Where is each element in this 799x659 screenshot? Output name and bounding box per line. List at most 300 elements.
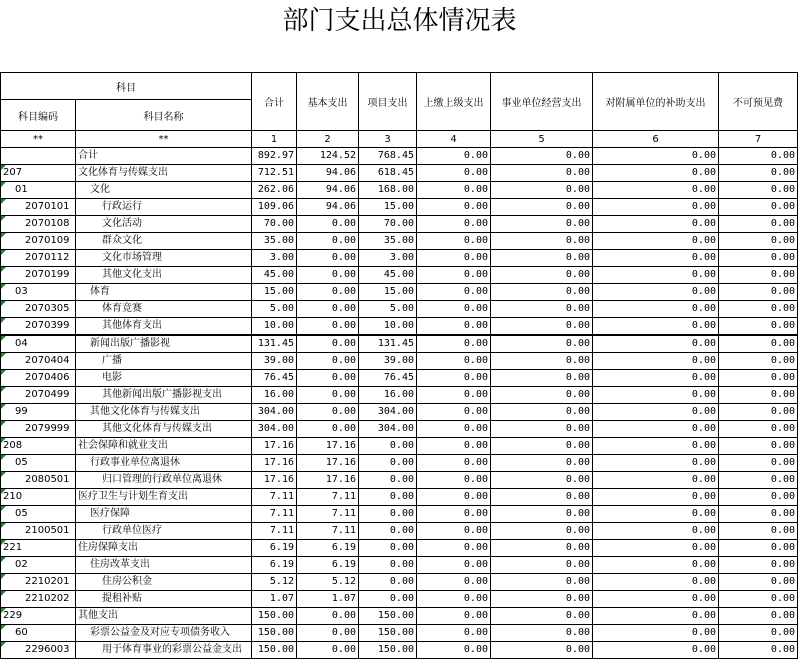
subsidy-value: 0.00 (593, 267, 719, 284)
table-row (1, 557, 798, 574)
table-row (1, 455, 798, 472)
project-value: 10.00 (359, 318, 417, 336)
subject-name: 新闻出版广播影视 (76, 335, 252, 353)
business-value: 0.00 (491, 574, 593, 591)
basic-value: 94.06 (297, 165, 359, 182)
unforeseen-value: 0.00 (719, 148, 798, 165)
subject-code: 2070112 (1, 250, 76, 267)
business-value: 0.00 (491, 233, 593, 250)
table-row (1, 523, 798, 540)
business-value: 0.00 (491, 421, 593, 438)
subject-name: 医疗保障 (76, 506, 252, 523)
subject-code: 2079999 (1, 421, 76, 438)
total-value: 1.07 (252, 591, 297, 608)
subsidy-value: 0.00 (593, 642, 719, 659)
header-col-num: 7 (719, 131, 798, 148)
unforeseen-value: 0.00 (719, 642, 798, 659)
unforeseen-value: 0.00 (719, 608, 798, 625)
header-subject-name: 科目名称 (76, 100, 252, 131)
table-row (1, 250, 798, 267)
subject-code: 2070109 (1, 233, 76, 250)
total-value: 10.00 (252, 318, 297, 336)
upper-value: 0.00 (417, 608, 491, 625)
total-value: 7.11 (252, 523, 297, 540)
subsidy-value: 0.00 (593, 489, 719, 506)
subject-code: 05 (1, 506, 76, 523)
subject-code: 02 (1, 557, 76, 574)
total-value: 712.51 (252, 165, 297, 182)
table-row (1, 472, 798, 489)
upper-value: 0.00 (417, 165, 491, 182)
upper-value: 0.00 (417, 387, 491, 404)
upper-value: 0.00 (417, 455, 491, 472)
basic-value: 17.16 (297, 455, 359, 472)
total-value: 16.00 (252, 387, 297, 404)
unforeseen-value: 0.00 (719, 506, 798, 523)
table-row (1, 421, 798, 438)
business-value: 0.00 (491, 165, 593, 182)
subject-name: 行政单位医疗 (76, 523, 252, 540)
business-value: 0.00 (491, 267, 593, 284)
total-value: 45.00 (252, 267, 297, 284)
upper-value: 0.00 (417, 591, 491, 608)
table-row (1, 182, 798, 199)
table-row (1, 489, 798, 506)
subject-name: 住房保障支出 (76, 540, 252, 557)
project-value: 0.00 (359, 540, 417, 557)
subsidy-value: 0.00 (593, 421, 719, 438)
project-value: 304.00 (359, 421, 417, 438)
business-value: 0.00 (491, 557, 593, 574)
basic-value: 0.00 (297, 608, 359, 625)
subject-name: 行政事业单位离退休 (76, 455, 252, 472)
subject-name: 文化体育与传媒支出 (76, 165, 252, 182)
project-value: 15.00 (359, 284, 417, 301)
business-value: 0.00 (491, 284, 593, 301)
business-value: 0.00 (491, 335, 593, 353)
unforeseen-value: 0.00 (719, 301, 798, 318)
upper-value: 0.00 (417, 489, 491, 506)
total-value: 262.06 (252, 182, 297, 199)
subject-code: 210 (1, 489, 76, 506)
table-row (1, 284, 798, 301)
upper-value: 0.00 (417, 642, 491, 659)
business-value: 0.00 (491, 591, 593, 608)
subject-code: 2296003 (1, 642, 76, 659)
upper-value: 0.00 (417, 523, 491, 540)
upper-value: 0.00 (417, 574, 491, 591)
subsidy-value: 0.00 (593, 318, 719, 336)
total-value: 109.06 (252, 199, 297, 216)
basic-value: 0.00 (297, 267, 359, 284)
business-value: 0.00 (491, 216, 593, 233)
upper-value: 0.00 (417, 284, 491, 301)
unforeseen-value: 0.00 (719, 540, 798, 557)
header-col-num: 4 (417, 131, 491, 148)
project-value: 0.00 (359, 557, 417, 574)
business-value: 0.00 (491, 318, 593, 336)
total-value: 150.00 (252, 608, 297, 625)
total-value: 35.00 (252, 233, 297, 250)
subject-name: 归口管理的行政单位离退休 (76, 472, 252, 489)
table-row (1, 301, 798, 318)
subject-name: 社会保障和就业支出 (76, 438, 252, 455)
unforeseen-value: 0.00 (719, 318, 798, 336)
unforeseen-value: 0.00 (719, 455, 798, 472)
subject-name: 广播 (76, 353, 252, 370)
project-value: 304.00 (359, 404, 417, 421)
table-row (1, 404, 798, 421)
subject-code: 99 (1, 404, 76, 421)
unforeseen-value: 0.00 (719, 404, 798, 421)
subsidy-value: 0.00 (593, 472, 719, 489)
subsidy-value: 0.00 (593, 301, 719, 318)
business-value: 0.00 (491, 625, 593, 642)
total-value: 7.11 (252, 489, 297, 506)
table-row (1, 165, 798, 182)
total-value: 7.11 (252, 506, 297, 523)
header-subject-code: 科目编码 (1, 100, 76, 131)
subsidy-value: 0.00 (593, 591, 719, 608)
basic-value: 0.00 (297, 216, 359, 233)
upper-value: 0.00 (417, 199, 491, 216)
header-basic: 基本支出 (297, 73, 359, 131)
basic-value: 94.06 (297, 182, 359, 199)
project-value: 76.45 (359, 370, 417, 387)
table-row (1, 370, 798, 387)
business-value: 0.00 (491, 455, 593, 472)
basic-value: 0.00 (297, 642, 359, 659)
project-value: 0.00 (359, 574, 417, 591)
basic-value: 124.52 (297, 148, 359, 165)
table-row (1, 148, 798, 165)
table-row (1, 438, 798, 455)
header-subject: 科目 (1, 73, 252, 100)
project-value: 618.45 (359, 165, 417, 182)
header-subsidy: 对附属单位的补助支出 (593, 73, 719, 131)
header-col-num: 1 (252, 131, 297, 148)
subject-code: 2070108 (1, 216, 76, 233)
unforeseen-value: 0.00 (719, 267, 798, 284)
unforeseen-value: 0.00 (719, 472, 798, 489)
subsidy-value: 0.00 (593, 404, 719, 421)
basic-value: 0.00 (297, 250, 359, 267)
subject-code: 01 (1, 182, 76, 199)
project-value: 0.00 (359, 489, 417, 506)
subject-code: 208 (1, 438, 76, 455)
subject-name: 提租补贴 (76, 591, 252, 608)
basic-value: 7.11 (297, 506, 359, 523)
basic-value: 0.00 (297, 421, 359, 438)
table-row (1, 267, 798, 284)
business-value: 0.00 (491, 148, 593, 165)
subject-name: 其他新闻出版广播影视支出 (76, 387, 252, 404)
table-row (1, 353, 798, 370)
subject-name: 文化市场管理 (76, 250, 252, 267)
table-body (1, 148, 798, 659)
basic-value: 5.12 (297, 574, 359, 591)
project-value: 768.45 (359, 148, 417, 165)
basic-value: 0.00 (297, 301, 359, 318)
total-value: 304.00 (252, 421, 297, 438)
unforeseen-value: 0.00 (719, 387, 798, 404)
project-value: 0.00 (359, 438, 417, 455)
upper-value: 0.00 (417, 370, 491, 387)
project-value: 0.00 (359, 506, 417, 523)
total-value: 131.45 (252, 335, 297, 353)
unforeseen-value: 0.00 (719, 233, 798, 250)
unforeseen-value: 0.00 (719, 523, 798, 540)
basic-value: 0.00 (297, 387, 359, 404)
table-row (1, 642, 798, 659)
subject-name: 文化活动 (76, 216, 252, 233)
header-col-num: 2 (297, 131, 359, 148)
business-value: 0.00 (491, 472, 593, 489)
header-col-num: 3 (359, 131, 417, 148)
subsidy-value: 0.00 (593, 387, 719, 404)
unforeseen-value: 0.00 (719, 557, 798, 574)
subject-code: 221 (1, 540, 76, 557)
basic-value: 17.16 (297, 438, 359, 455)
table-row (1, 625, 798, 642)
basic-value: 0.00 (297, 370, 359, 387)
total-value: 6.19 (252, 540, 297, 557)
subject-name: 合计 (76, 148, 252, 165)
project-value: 150.00 (359, 642, 417, 659)
business-value: 0.00 (491, 370, 593, 387)
header-total: 合计 (252, 73, 297, 131)
total-value: 150.00 (252, 642, 297, 659)
basic-value: 17.16 (297, 472, 359, 489)
subject-name: 用于体育事业的彩票公益金支出 (76, 642, 252, 659)
subject-name: 医疗卫生与计划生育支出 (76, 489, 252, 506)
unforeseen-value: 0.00 (719, 438, 798, 455)
subject-name: 其他体育支出 (76, 318, 252, 336)
unforeseen-value: 0.00 (719, 216, 798, 233)
subsidy-value: 0.00 (593, 284, 719, 301)
subsidy-value: 0.00 (593, 455, 719, 472)
subject-code: 05 (1, 455, 76, 472)
business-value: 0.00 (491, 387, 593, 404)
upper-value: 0.00 (417, 472, 491, 489)
subsidy-value: 0.00 (593, 438, 719, 455)
subject-code (1, 148, 76, 165)
subject-name: 文化 (76, 182, 252, 199)
subject-code: 207 (1, 165, 76, 182)
unforeseen-value: 0.00 (719, 625, 798, 642)
project-value: 0.00 (359, 523, 417, 540)
table-row (1, 318, 798, 336)
subsidy-value: 0.00 (593, 148, 719, 165)
business-value: 0.00 (491, 489, 593, 506)
subject-name: 其他文化支出 (76, 267, 252, 284)
subject-code: 2210201 (1, 574, 76, 591)
total-value: 6.19 (252, 557, 297, 574)
upper-value: 0.00 (417, 182, 491, 199)
total-value: 15.00 (252, 284, 297, 301)
basic-value: 7.11 (297, 523, 359, 540)
total-value: 76.45 (252, 370, 297, 387)
business-value: 0.00 (491, 523, 593, 540)
page-title: 部门支出总体情况表 (282, 6, 517, 36)
total-value: 70.00 (252, 216, 297, 233)
unforeseen-value: 0.00 (719, 182, 798, 199)
upper-value: 0.00 (417, 438, 491, 455)
subject-code: 2070199 (1, 267, 76, 284)
subject-name: 住房公积金 (76, 574, 252, 591)
table-row (1, 233, 798, 250)
basic-value: 0.00 (297, 404, 359, 421)
subject-code: 2210202 (1, 591, 76, 608)
project-value: 131.45 (359, 335, 417, 353)
total-value: 17.16 (252, 472, 297, 489)
unforeseen-value: 0.00 (719, 574, 798, 591)
project-value: 150.00 (359, 625, 417, 642)
table-row (1, 591, 798, 608)
total-value: 3.00 (252, 250, 297, 267)
upper-value: 0.00 (417, 148, 491, 165)
subject-name: 其他文化体育与传媒支出 (76, 404, 252, 421)
subject-code: 60 (1, 625, 76, 642)
project-value: 168.00 (359, 182, 417, 199)
subject-code: 04 (1, 335, 76, 353)
total-value: 39.00 (252, 353, 297, 370)
total-value: 17.16 (252, 455, 297, 472)
total-value: 304.00 (252, 404, 297, 421)
table-row (1, 574, 798, 591)
upper-value: 0.00 (417, 250, 491, 267)
upper-value: 0.00 (417, 318, 491, 336)
table-row (1, 540, 798, 557)
unforeseen-value: 0.00 (719, 353, 798, 370)
basic-value: 0.00 (297, 335, 359, 353)
basic-value: 0.00 (297, 625, 359, 642)
basic-value: 0.00 (297, 353, 359, 370)
upper-value: 0.00 (417, 506, 491, 523)
subject-code: 2070499 (1, 387, 76, 404)
header-business: 事业单位经营支出 (491, 73, 593, 131)
subject-code: 2080501 (1, 472, 76, 489)
subsidy-value: 0.00 (593, 233, 719, 250)
upper-value: 0.00 (417, 421, 491, 438)
header-col-num: 5 (491, 131, 593, 148)
upper-value: 0.00 (417, 233, 491, 250)
subsidy-value: 0.00 (593, 370, 719, 387)
business-value: 0.00 (491, 540, 593, 557)
expenditure-table (0, 72, 798, 659)
header-unforeseen: 不可预见费 (719, 73, 798, 131)
project-value: 0.00 (359, 472, 417, 489)
subject-name: 电影 (76, 370, 252, 387)
subsidy-value: 0.00 (593, 557, 719, 574)
table-row (1, 387, 798, 404)
project-value: 45.00 (359, 267, 417, 284)
business-value: 0.00 (491, 608, 593, 625)
unforeseen-value: 0.00 (719, 370, 798, 387)
header-project: 项目支出 (359, 73, 417, 131)
table-row (1, 216, 798, 233)
subsidy-value: 0.00 (593, 353, 719, 370)
basic-value: 6.19 (297, 540, 359, 557)
project-value: 16.00 (359, 387, 417, 404)
unforeseen-value: 0.00 (719, 335, 798, 353)
subject-code: 03 (1, 284, 76, 301)
project-value: 5.00 (359, 301, 417, 318)
subsidy-value: 0.00 (593, 165, 719, 182)
subject-code: 2070305 (1, 301, 76, 318)
basic-value: 94.06 (297, 199, 359, 216)
subsidy-value: 0.00 (593, 574, 719, 591)
table-row (1, 608, 798, 625)
business-value: 0.00 (491, 353, 593, 370)
basic-value: 0.00 (297, 284, 359, 301)
total-value: 5.12 (252, 574, 297, 591)
subject-code: 2070101 (1, 199, 76, 216)
unforeseen-value: 0.00 (719, 199, 798, 216)
total-value: 17.16 (252, 438, 297, 455)
basic-value: 0.00 (297, 233, 359, 250)
unforeseen-value: 0.00 (719, 284, 798, 301)
subject-name: 群众文化 (76, 233, 252, 250)
business-value: 0.00 (491, 404, 593, 421)
project-value: 150.00 (359, 608, 417, 625)
subsidy-value: 0.00 (593, 540, 719, 557)
basic-value: 6.19 (297, 557, 359, 574)
subject-code: 229 (1, 608, 76, 625)
upper-value: 0.00 (417, 540, 491, 557)
subsidy-value: 0.00 (593, 523, 719, 540)
project-value: 39.00 (359, 353, 417, 370)
upper-value: 0.00 (417, 335, 491, 353)
subject-code: 2100501 (1, 523, 76, 540)
header-upper: 上缴上级支出 (417, 73, 491, 131)
unforeseen-value: 0.00 (719, 591, 798, 608)
subsidy-value: 0.00 (593, 216, 719, 233)
subject-name: 体育竞赛 (76, 301, 252, 318)
upper-value: 0.00 (417, 404, 491, 421)
unforeseen-value: 0.00 (719, 165, 798, 182)
unforeseen-value: 0.00 (719, 250, 798, 267)
basic-value: 7.11 (297, 489, 359, 506)
upper-value: 0.00 (417, 216, 491, 233)
project-value: 3.00 (359, 250, 417, 267)
basic-value: 1.07 (297, 591, 359, 608)
project-value: 35.00 (359, 233, 417, 250)
header-stars-name: ** (76, 131, 252, 148)
subsidy-value: 0.00 (593, 335, 719, 353)
total-value: 892.97 (252, 148, 297, 165)
project-value: 0.00 (359, 591, 417, 608)
project-value: 15.00 (359, 199, 417, 216)
subject-name: 行政运行 (76, 199, 252, 216)
subsidy-value: 0.00 (593, 506, 719, 523)
subsidy-value: 0.00 (593, 199, 719, 216)
project-value: 0.00 (359, 455, 417, 472)
subsidy-value: 0.00 (593, 250, 719, 267)
subject-code: 2070406 (1, 370, 76, 387)
table-row (1, 199, 798, 216)
business-value: 0.00 (491, 438, 593, 455)
subject-code: 2070404 (1, 353, 76, 370)
upper-value: 0.00 (417, 301, 491, 318)
header-col-num: 6 (593, 131, 719, 148)
business-value: 0.00 (491, 182, 593, 199)
upper-value: 0.00 (417, 267, 491, 284)
upper-value: 0.00 (417, 625, 491, 642)
business-value: 0.00 (491, 506, 593, 523)
table-row (1, 506, 798, 523)
business-value: 0.00 (491, 301, 593, 318)
